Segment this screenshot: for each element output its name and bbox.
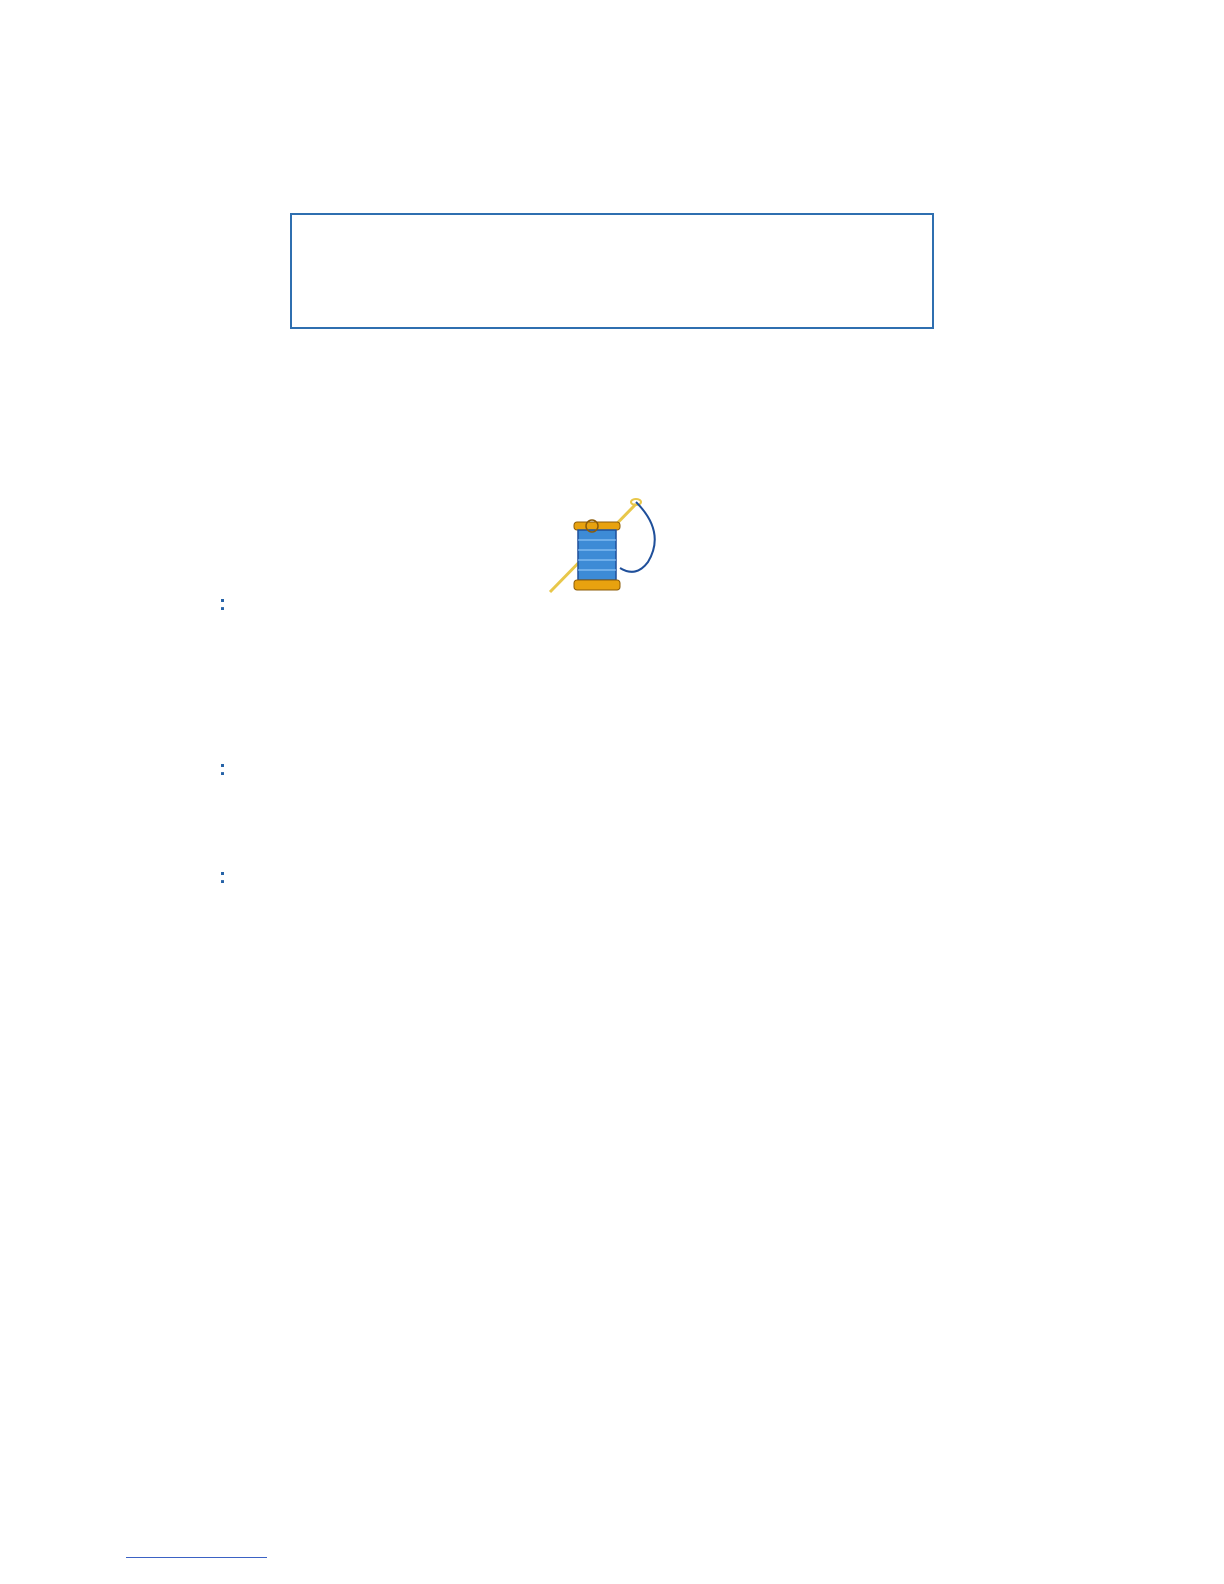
materials-heading: :: [219, 757, 226, 780]
title-box: [290, 213, 934, 329]
thread-spool-icon: [540, 492, 670, 602]
divider: [126, 1557, 267, 1558]
procedure-heading: :: [219, 865, 226, 888]
machine-setup-heading: :: [219, 592, 226, 615]
